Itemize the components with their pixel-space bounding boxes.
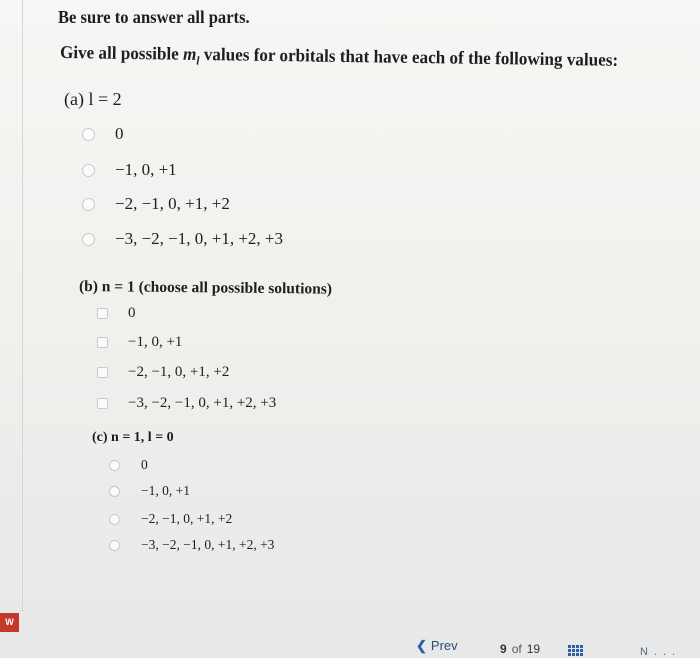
- option-label: −3, −2, −1, 0, +1, +2, +3: [141, 537, 275, 552]
- question-text: [60, 42, 618, 74]
- option-label: −2, −1, 0, +1, +2: [115, 194, 230, 213]
- part-a-option-2[interactable]: [82, 160, 177, 180]
- part-b-option-1[interactable]: [97, 305, 136, 322]
- checkbox[interactable]: [97, 367, 108, 378]
- instructions-heading: Be sure to answer all parts.: [58, 7, 250, 27]
- radio-button[interactable]: [82, 198, 95, 211]
- option-label: −1, 0, +1: [115, 160, 177, 179]
- option-label: −2, −1, 0, +1, +2: [141, 511, 233, 526]
- part-b-option-2[interactable]: [97, 334, 182, 351]
- checkbox[interactable]: [97, 398, 108, 409]
- radio-button[interactable]: [82, 233, 95, 246]
- chevron-left-icon: ❮: [416, 638, 427, 653]
- part-c-option-1[interactable]: [109, 457, 148, 473]
- option-label: −1, 0, +1: [141, 483, 190, 498]
- part-c-label: (c) n = 1, l = 0: [92, 430, 174, 445]
- radio-button[interactable]: [82, 128, 95, 141]
- part-b-option-4[interactable]: [97, 395, 276, 412]
- part-a-option-1[interactable]: [82, 124, 124, 144]
- option-label: −2, −1, 0, +1, +2: [128, 364, 230, 380]
- radio-button[interactable]: [109, 540, 120, 551]
- option-label: −3, −2, −1, 0, +1, +2, +3: [115, 229, 284, 248]
- checkbox[interactable]: [97, 308, 108, 319]
- side-tab[interactable]: W: [0, 613, 19, 632]
- radio-button[interactable]: [109, 486, 120, 497]
- question-prefix: Give all possible: [59, 42, 179, 64]
- part-c-option-4[interactable]: [109, 537, 274, 553]
- prev-button[interactable]: [416, 638, 458, 654]
- left-divider: [22, 0, 23, 612]
- page-of: of: [511, 642, 522, 656]
- checkbox[interactable]: [97, 337, 108, 348]
- page-current: 9: [500, 642, 507, 656]
- question-sub: l: [196, 53, 200, 68]
- page-total: 19: [526, 642, 541, 656]
- part-b-label: (b) n = 1 (choose all possible solutions): [78, 278, 333, 298]
- radio-button[interactable]: [109, 460, 120, 471]
- part-c-option-2[interactable]: [109, 483, 190, 499]
- part-a-option-4[interactable]: [82, 229, 283, 249]
- next-button-partial[interactable]: N...: [640, 646, 682, 658]
- radio-button[interactable]: [109, 514, 120, 525]
- grid-icon[interactable]: [568, 645, 585, 656]
- part-a-label: (a) l = 2: [64, 89, 122, 109]
- question-suffix: values for orbitals that have each of the following values:: [203, 44, 619, 70]
- option-label: 0: [128, 305, 136, 321]
- part-b-option-3[interactable]: [97, 364, 229, 381]
- question-var: m: [182, 43, 197, 64]
- option-label: 0: [115, 124, 124, 143]
- radio-button[interactable]: [82, 164, 95, 177]
- option-label: 0: [141, 457, 148, 472]
- page-indicator: [500, 642, 540, 656]
- option-label: −3, −2, −1, 0, +1, +2, +3: [128, 395, 277, 411]
- part-c-option-3[interactable]: [109, 511, 232, 527]
- option-label: −1, 0, +1: [128, 334, 183, 350]
- prev-label: Prev: [430, 638, 458, 653]
- part-a-option-3[interactable]: [82, 194, 230, 214]
